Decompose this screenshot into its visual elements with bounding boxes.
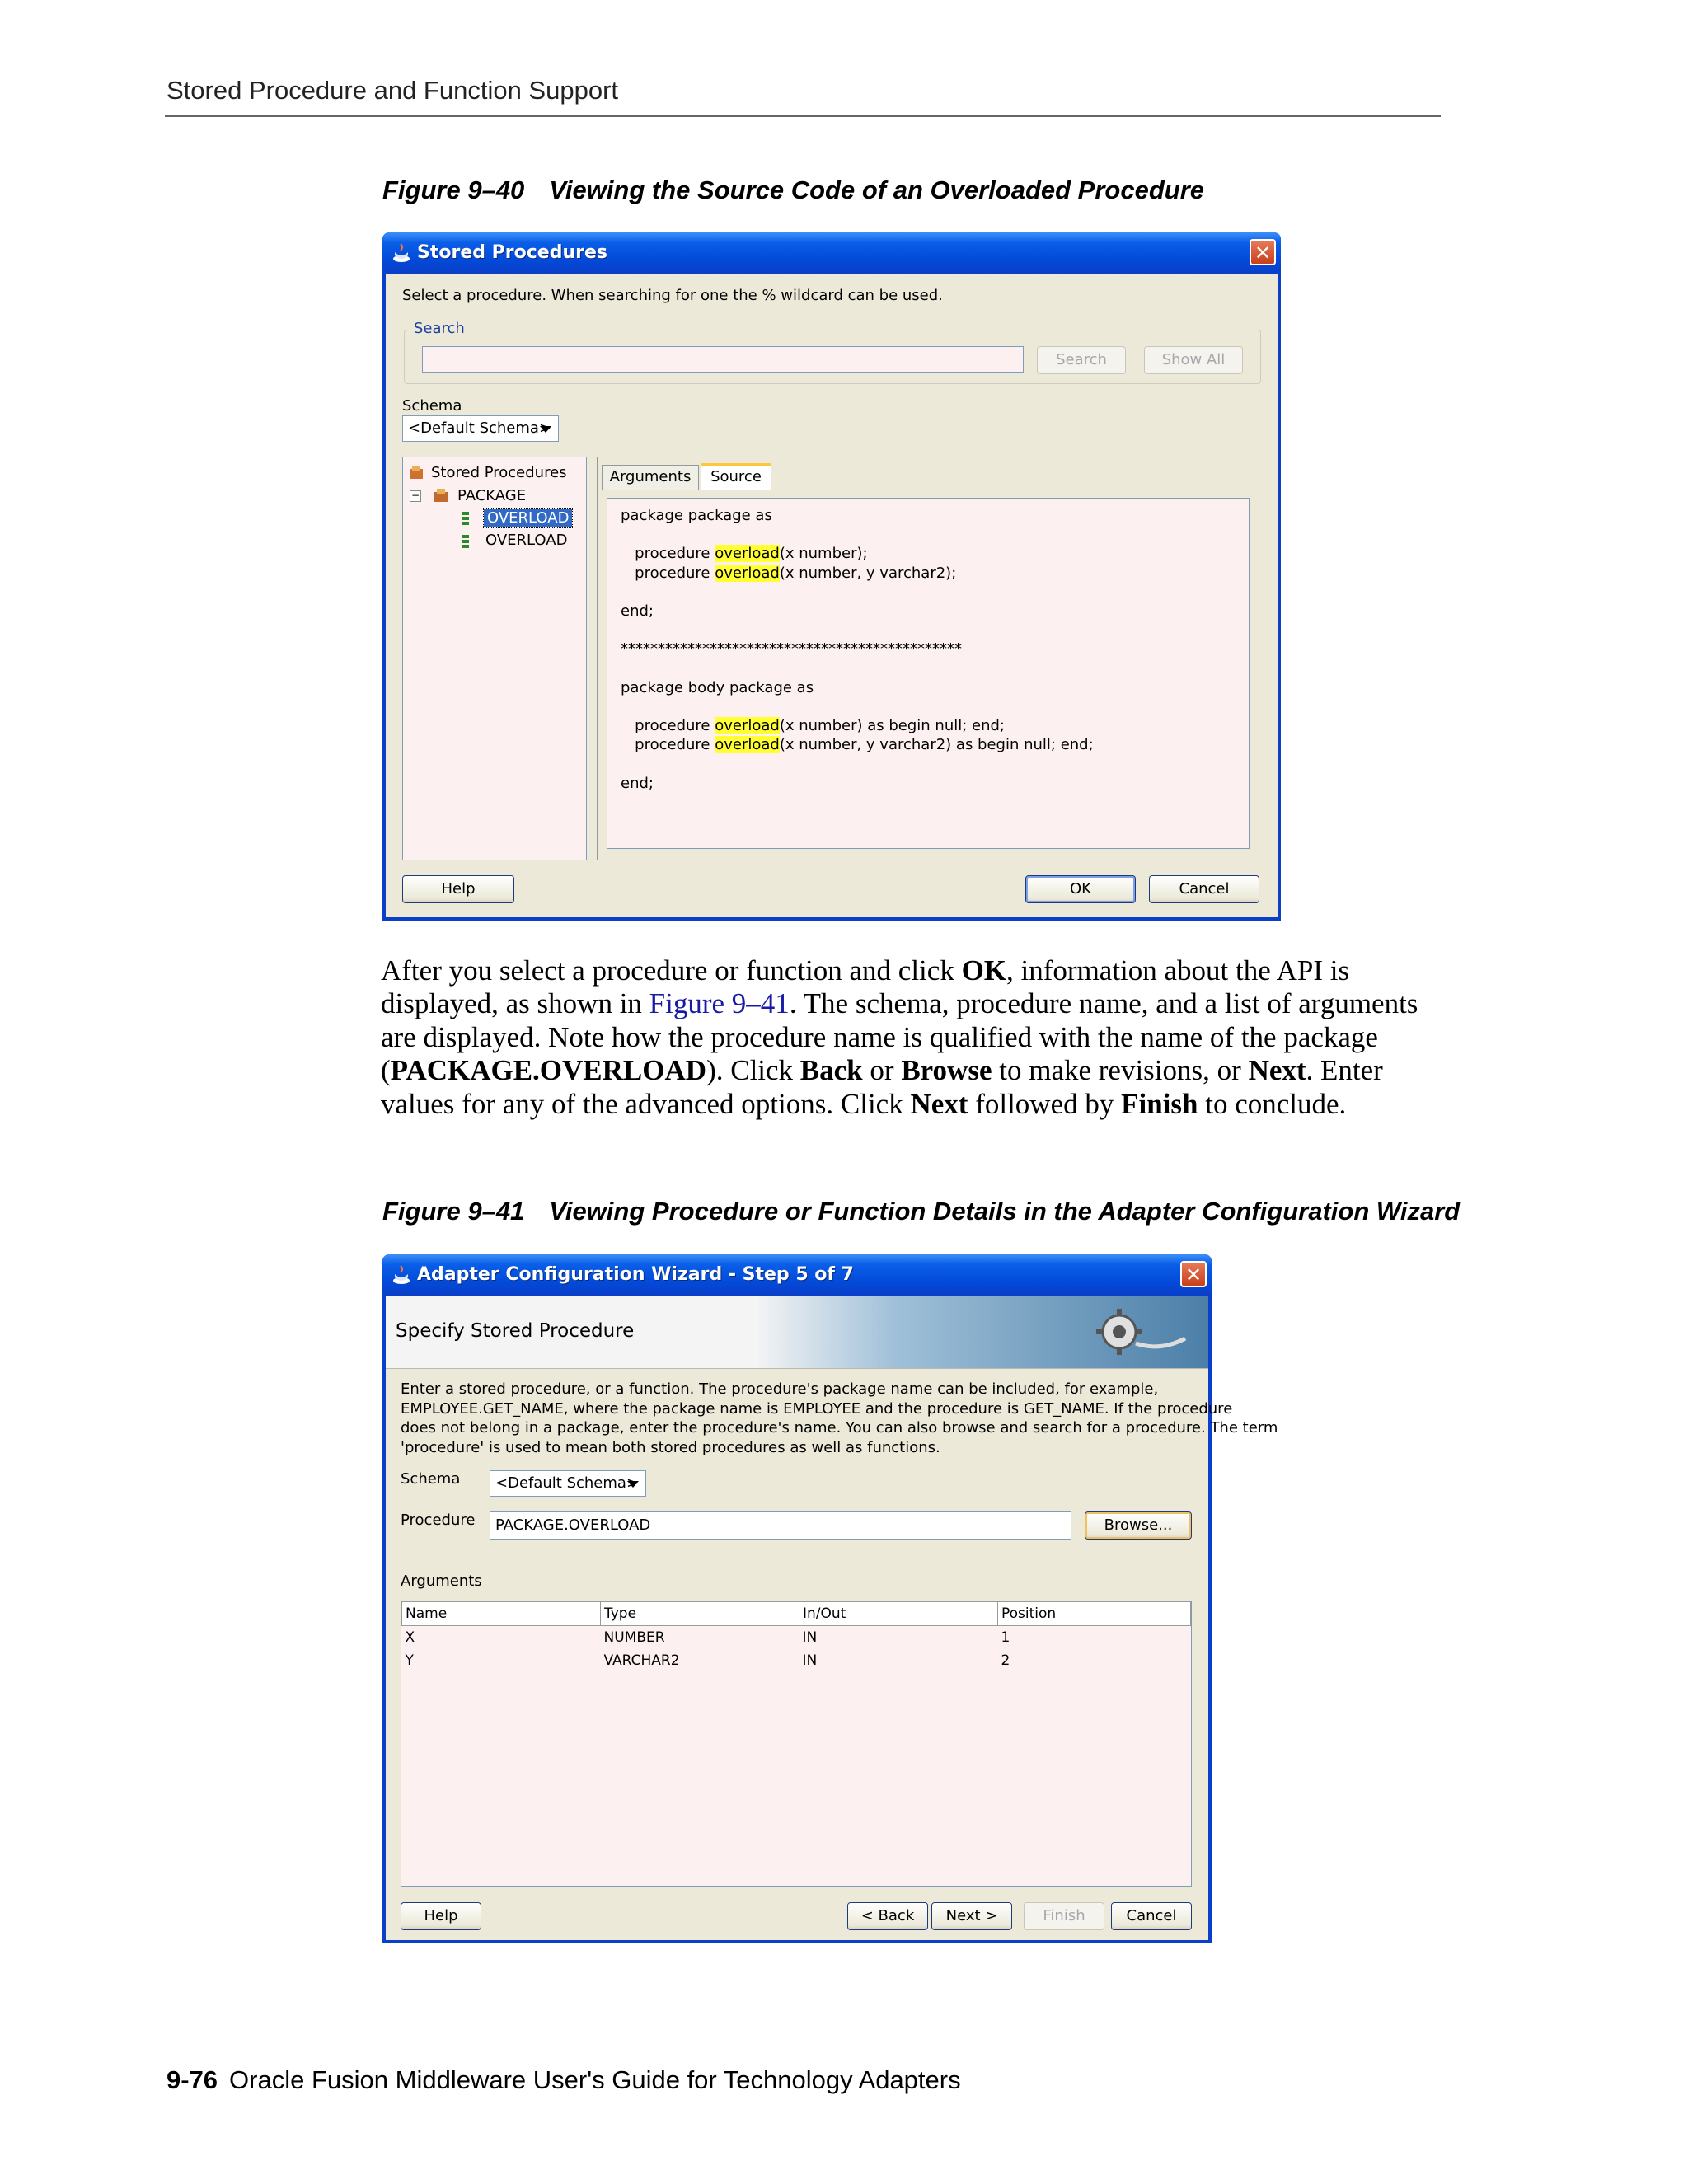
code-line xyxy=(621,602,654,620)
code-line xyxy=(621,545,868,562)
tab-arguments[interactable]: Arguments xyxy=(602,465,699,490)
text-run: or xyxy=(862,1054,902,1087)
collapse-icon[interactable]: − xyxy=(410,490,420,501)
cell-position: 2 xyxy=(1001,1652,1010,1669)
cancel-button[interactable]: Cancel xyxy=(1111,1902,1192,1930)
column-header[interactable]: In/Out xyxy=(799,1602,998,1626)
code-line xyxy=(621,640,962,658)
procedure-icon xyxy=(461,533,477,551)
show-all-button[interactable]: Show All xyxy=(1144,346,1243,374)
bold-run: Browse xyxy=(901,1054,992,1087)
column-header[interactable]: Name xyxy=(402,1602,601,1626)
description-line: EMPLOYEE.GET_NAME, where the package name is EMPLOYEE and the procedure is GET_NAME. If the procedure xyxy=(401,1399,1233,1418)
code-line xyxy=(621,775,654,792)
code-line xyxy=(621,717,1005,734)
source-code-pane[interactable] xyxy=(607,498,1250,849)
cancel-button[interactable]: Cancel xyxy=(1149,875,1259,903)
schema-dropdown[interactable] xyxy=(402,415,559,442)
description-line: Enter a stored procedure, or a function. The procedure's package name can be included, for example, xyxy=(401,1380,1159,1398)
banner-title: Specify Stored Procedure xyxy=(396,1320,635,1342)
arguments-label: Arguments xyxy=(401,1572,482,1590)
body-paragraph xyxy=(381,954,1444,1121)
figure-title: Viewing Procedure or Function Details in the Adapter Configuration Wizard xyxy=(549,1197,1461,1226)
procedure-label: Procedure xyxy=(401,1511,476,1529)
figure-title: Viewing the Source Code of an Overloaded Procedure xyxy=(549,176,1205,204)
database-icon xyxy=(408,464,426,482)
tree-overload[interactable]: OVERLOAD xyxy=(485,532,568,549)
code-text: procedure xyxy=(621,717,715,735)
tree-package[interactable]: PACKAGE xyxy=(457,487,527,504)
tree-root[interactable]: Stored Procedures xyxy=(431,464,567,481)
search-highlight: overload xyxy=(715,736,780,754)
search-button[interactable]: Search xyxy=(1037,346,1126,374)
code-text: package package as xyxy=(621,507,772,524)
running-header: Stored Procedure and Function Support xyxy=(166,76,619,105)
java-cup-icon xyxy=(391,1264,412,1286)
code-text: end; xyxy=(621,774,654,792)
text-run: . Enter values for any of the advanced options. Click xyxy=(381,1054,1383,1120)
cell-inout: IN xyxy=(802,1629,818,1646)
text-run: . The schema, procedure name, and a list of arguments are displayed. Note how the procedure name is qualified with the name of the package ( xyxy=(381,987,1418,1087)
code-line xyxy=(621,565,956,582)
code-text: package body package as xyxy=(621,678,814,696)
close-icon[interactable]: ✕ xyxy=(1180,1261,1207,1287)
bold-run: OK xyxy=(961,954,1007,987)
procedure-icon xyxy=(461,510,477,528)
schema-dropdown[interactable] xyxy=(490,1470,646,1497)
code-text: (x number, y varchar2); xyxy=(779,564,957,582)
procedure-field[interactable]: PACKAGE.OVERLOAD xyxy=(490,1511,1071,1540)
cell-position: 1 xyxy=(1001,1629,1010,1646)
code-text: procedure xyxy=(621,564,715,582)
column-header[interactable]: Position xyxy=(998,1602,1191,1626)
bold-run: Next xyxy=(910,1087,968,1120)
description-line: does not belong in a package, enter the procedure's name. You can also browse and search for a procedure. The term xyxy=(401,1419,1278,1436)
procedure-tree[interactable] xyxy=(402,457,587,860)
code-text: (x number) as begin null; end; xyxy=(779,717,1005,735)
schema-dropdown-value: <Default Schema> xyxy=(408,419,552,437)
text-run: to conclude. xyxy=(1198,1087,1347,1120)
table-row[interactable] xyxy=(402,1649,1191,1672)
code-line xyxy=(621,507,772,524)
dialog-title: Stored Procedures xyxy=(417,242,607,263)
back-button[interactable]: < Back xyxy=(847,1902,928,1930)
browse-button[interactable]: Browse... xyxy=(1085,1511,1192,1540)
code-text: ********************************************** xyxy=(621,640,962,658)
cell-type: VARCHAR2 xyxy=(603,1652,680,1669)
text-run: , information about the API is displayed, as shown in xyxy=(381,954,1350,1020)
bold-run: Next xyxy=(1248,1054,1306,1087)
tree-overload-selected[interactable]: OVERLOAD xyxy=(484,509,572,527)
column-header[interactable]: Type xyxy=(601,1602,799,1626)
code-text: (x number, y varchar2) as begin null; end; xyxy=(779,736,1094,754)
chevron-down-icon xyxy=(540,426,551,433)
schema-label: Schema xyxy=(401,1470,461,1488)
figure-link[interactable]: Figure 9–41 xyxy=(649,987,790,1020)
dialog-titlebar[interactable] xyxy=(382,232,1281,274)
figure-caption-9-41 xyxy=(382,1197,1460,1226)
help-button[interactable]: Help xyxy=(401,1902,481,1930)
page-number: 9-76 xyxy=(166,2065,218,2094)
figure-number: Figure 9–40 xyxy=(382,176,525,204)
tab-source[interactable]: Source xyxy=(701,463,771,490)
dialog-titlebar[interactable] xyxy=(382,1254,1212,1296)
description-line: 'procedure' is used to mean both stored procedures as well as functions. xyxy=(401,1438,940,1456)
cell-type: NUMBER xyxy=(603,1629,665,1646)
search-group-label: Search xyxy=(410,320,468,337)
instruction-text: Select a procedure. When searching for one the % wildcard can be used. xyxy=(402,287,943,304)
stored-procedures-dialog xyxy=(382,232,1281,921)
next-button[interactable]: Next > xyxy=(931,1902,1012,1930)
package-icon xyxy=(433,487,451,505)
help-button[interactable]: Help xyxy=(402,875,514,903)
arguments-table xyxy=(401,1601,1191,1672)
dialog-title: Adapter Configuration Wizard - Step 5 of 7 xyxy=(417,1264,854,1285)
figure-caption-9-40 xyxy=(382,176,1204,205)
search-highlight: overload xyxy=(715,717,780,735)
ok-button[interactable]: OK xyxy=(1025,875,1136,903)
code-line xyxy=(621,679,814,696)
header-rule xyxy=(165,115,1441,117)
bold-run: Finish xyxy=(1121,1087,1198,1120)
schema-label: Schema xyxy=(402,397,462,415)
text-run: ). Click xyxy=(706,1054,800,1087)
figure-number: Figure 9–41 xyxy=(382,1197,525,1226)
code-text: procedure xyxy=(621,545,715,563)
text-run: After you select a procedure or function and click xyxy=(381,954,962,987)
search-highlight: overload xyxy=(715,545,780,563)
gear-icon xyxy=(1070,1302,1193,1365)
cell-name: Y xyxy=(405,1652,414,1669)
table-row[interactable] xyxy=(402,1626,1191,1650)
wizard-description xyxy=(401,1380,1278,1457)
chevron-down-icon xyxy=(627,1481,639,1488)
book-title: Oracle Fusion Middleware User's Guide for Technology Adapters xyxy=(229,2065,961,2094)
search-highlight: overload xyxy=(715,564,780,582)
java-cup-icon xyxy=(391,242,412,264)
text-run: followed by xyxy=(968,1087,1122,1120)
close-icon[interactable]: ✕ xyxy=(1250,239,1276,265)
cell-name: X xyxy=(405,1629,415,1646)
page-footer xyxy=(166,2065,961,2095)
code-text: end; xyxy=(621,602,654,620)
text-run: to make revisions, or xyxy=(992,1054,1249,1087)
finish-button[interactable]: Finish xyxy=(1024,1902,1104,1930)
adapter-wizard-dialog xyxy=(382,1254,1278,1943)
code-text: procedure xyxy=(621,736,715,754)
code-text: (x number); xyxy=(779,545,868,563)
wizard-banner xyxy=(386,1296,1208,1369)
schema-dropdown-value: <Default Schema> xyxy=(495,1474,640,1492)
arguments-table-area[interactable] xyxy=(401,1601,1192,1887)
bold-run: PACKAGE.OVERLOAD xyxy=(390,1054,707,1087)
bold-run: Back xyxy=(799,1054,863,1087)
cell-inout: IN xyxy=(802,1652,818,1669)
code-line xyxy=(621,736,1094,753)
search-input[interactable] xyxy=(422,346,1024,373)
